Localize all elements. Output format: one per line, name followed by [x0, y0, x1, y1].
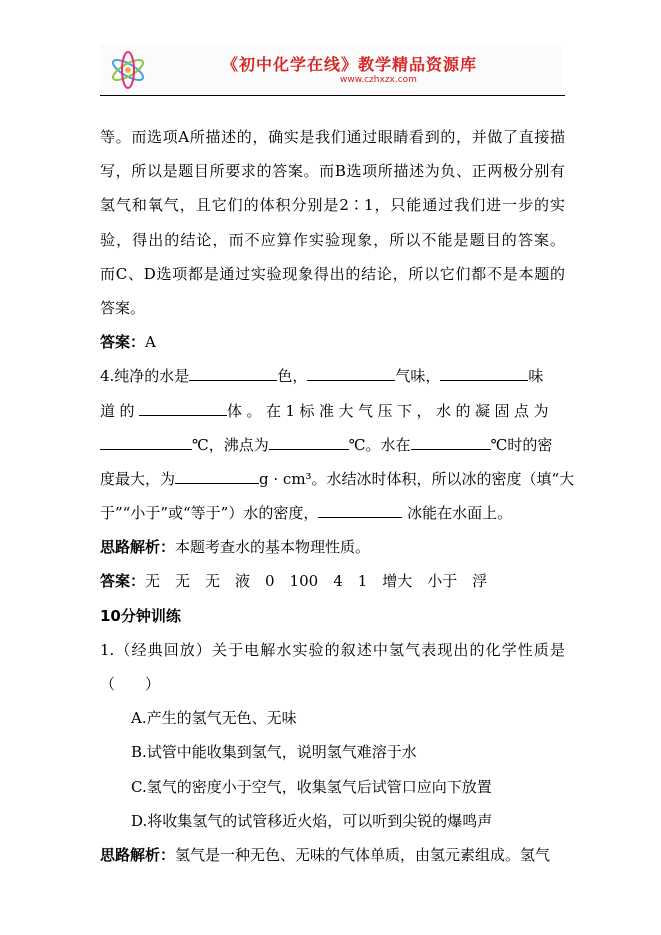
- analysis-line: [100, 838, 565, 872]
- question-4-line-1: [100, 359, 565, 393]
- text-line: 等。而选项A所描述的，确实是我们通过眼睛看到的，并做了直接描: [100, 128, 565, 146]
- fill-in-blank: [269, 435, 349, 450]
- option-b: B.试管中能收集到氢气，说明氢气难溶于水: [131, 743, 417, 762]
- fill-in-blank: [175, 469, 259, 484]
- option-c: C.氢气的密度小于空气，收集氢气后试管口应向下放置: [131, 777, 492, 796]
- fill-in-blank: [307, 366, 395, 381]
- text-span: 思路解析：: [100, 845, 176, 864]
- text-span: 体。在1标准大气压下，水的凝固点为: [227, 401, 554, 420]
- text-span: 氢气是一种无色、无味的气体单质，由氢元素组成。氢气: [175, 845, 551, 864]
- text-line: 写，所以是题目所要求的答案。而B选项所描述为负、正两极分别有: [100, 162, 565, 181]
- section-heading: 10分钟训练: [100, 606, 181, 625]
- text-span: 答案：: [100, 333, 146, 352]
- text-span: 于”“小于”或“等于”）水的密度，: [100, 504, 319, 523]
- header-divider: [100, 95, 565, 96]
- question-1-paren: （ ）: [100, 675, 161, 693]
- answer-line: [100, 564, 565, 598]
- text-span: 气味，: [395, 367, 441, 386]
- text-line: 而C、D选项都是通过实验现象得出的结论，所以它们都不是本题的: [100, 264, 565, 283]
- question-4-line-5: [100, 496, 565, 530]
- text-span: ℃，沸点为: [192, 435, 269, 454]
- fill-in-blank: [411, 435, 491, 450]
- text-span: 思路解析：: [100, 538, 176, 557]
- atom-logo-icon: [108, 50, 148, 90]
- question-4-line-4: [100, 462, 575, 496]
- header-url: www.czhxzx.com: [340, 75, 417, 85]
- text-span: ℃。水在: [348, 435, 411, 454]
- analysis-line: [100, 530, 565, 564]
- text-span: g · cm³。水结冰时体积，所以冰的密度（填“大: [259, 469, 575, 488]
- fill-in-blank: [100, 435, 192, 450]
- text-span: 色，: [277, 367, 308, 386]
- text-span: 道的: [100, 401, 140, 420]
- option-a: A.产生的氢气无色、无味: [131, 709, 297, 728]
- fill-in-blank: [318, 503, 402, 518]
- question-1-stem: 1.（经典回放）关于电解水实验的叙述中氢气表现出的化学性质是: [100, 640, 565, 659]
- option-d: D.将收集氢气的试管移近火焰，可以听到尖锐的爆鸣声: [131, 811, 493, 830]
- text-span: 4.纯净的水是: [100, 367, 190, 386]
- header-banner: [100, 44, 562, 94]
- text-line: 氢气和氧气，且它们的体积分别是2∶1，只能通过我们进一步的实: [100, 196, 565, 215]
- question-4-line-3: [100, 428, 565, 462]
- text-line: 答案。: [100, 298, 146, 317]
- question-4-line-2: [100, 394, 565, 428]
- text-span: 无 无 无 液 0 100 4 1 增大 小于 浮: [145, 572, 488, 591]
- text-span: ℃时的密: [490, 435, 553, 454]
- text-span: 本题考查水的基本物理性质。: [175, 538, 371, 557]
- text-line: 验，得出的结论，而不应算作实验现象，所以不能是题目的答案。: [100, 230, 565, 249]
- text-span: A: [145, 333, 156, 352]
- text-span: 度最大，为: [100, 469, 176, 488]
- header-title: 《初中化学在线》教学精品资源库: [222, 55, 478, 74]
- text-span: 冰能在水面上。: [402, 504, 513, 523]
- text-span: 答案：: [100, 572, 146, 591]
- answer-line: [100, 325, 565, 359]
- fill-in-blank: [189, 366, 277, 381]
- fill-in-blank: [440, 366, 528, 381]
- text-span: 味: [528, 367, 544, 386]
- document-body: [100, 120, 575, 872]
- fill-in-blank: [139, 401, 227, 416]
